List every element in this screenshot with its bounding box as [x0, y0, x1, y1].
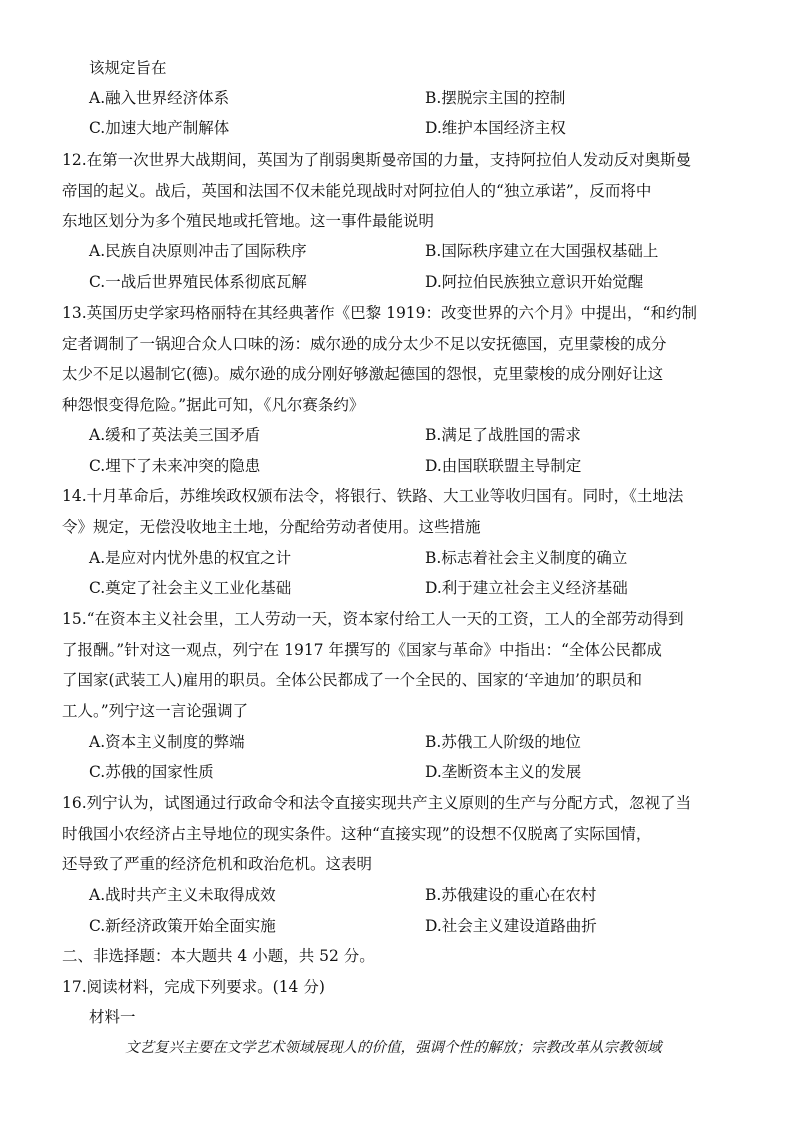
- q14-stem-line-2: 令》规定，无偿没收地主土地，分配给劳动者使用。这些措施: [62, 518, 481, 536]
- q13-option-c: C.埋下了未来冲突的隐患: [89, 457, 261, 475]
- q16-stem-line-3: 还导致了严重的经济危机和政治危机。这表明: [62, 855, 373, 873]
- q12-option-c: C.一战后世界殖民体系彻底瓦解: [89, 273, 307, 291]
- q14-option-c: C.奠定了社会主义工业化基础: [89, 579, 292, 597]
- q13-option-d: D.由国联联盟主导制定: [425, 457, 582, 475]
- q13-option-b: B.满足了战胜国的需求: [425, 426, 581, 444]
- q15-stem-line-1: 15.“在资本主义社会里，工人劳动一天，资本家付给工人一天的工资，工人的全部劳动得到: [62, 610, 684, 628]
- q15-stem-line-2: 了报酬。”针对这一观点，列宁在 1917 年撰写的《国家与革命》中指出：“全体公民都成: [62, 641, 662, 659]
- q12-option-a: A.民族自决原则冲击了国际秩序: [89, 242, 307, 260]
- q15-option-b: B.苏俄工人阶级的地位: [425, 733, 581, 751]
- q12-option-d: D.阿拉伯民族独立意识开始觉醒: [425, 273, 644, 291]
- q11-option-b: B.摆脱宗主国的控制: [425, 89, 566, 107]
- q17-stem: 17.阅读材料，完成下列要求。(14 分): [62, 978, 325, 996]
- q16-option-c: C.新经济政策开始全面实施: [89, 917, 276, 935]
- q15-option-d: D.垄断资本主义的发展: [425, 763, 582, 781]
- q17-material-text: 文艺复兴主要在文学艺术领域展现人的价值，强调个性的解放；宗教改革从宗教领域: [125, 1040, 662, 1056]
- q14-option-a: A.是应对内忧外患的权宜之计: [89, 549, 292, 567]
- q13-option-a: A.缓和了英法美三国矛盾: [89, 426, 261, 444]
- q12-stem-line-2: 帝国的起义。战后，英国和法国不仅未能兑现战时对阿拉伯人的“独立承诺”，反而将中: [62, 182, 652, 200]
- q13-stem-line-1: 13.英国历史学家玛格丽特在其经典著作《巴黎 1919：改变世界的六个月》中提出，“和约制: [62, 304, 697, 322]
- q16-option-b: B.苏俄建设的重心在农村: [425, 886, 597, 904]
- q15-option-c: C.苏俄的国家性质: [89, 763, 214, 781]
- q11-option-a: A.融入世界经济体系: [89, 89, 230, 107]
- q14-stem-line-1: 14.十月革命后，苏维埃政权颁布法令，将银行、铁路、大工业等收归国有。同时，《土地法: [62, 487, 684, 505]
- q11-stem-tail: 该规定旨在: [89, 59, 167, 77]
- q15-option-a: A.资本主义制度的弊端: [89, 733, 245, 751]
- q12-option-b: B.国际秩序建立在大国强权基础上: [425, 242, 659, 260]
- q16-option-d: D.社会主义建设道路曲折: [425, 917, 597, 935]
- q15-stem-line-3: 了国家(武装工人)雇用的职员。全体公民都成了一个全民的、国家的‘辛迪加’的职员和: [62, 671, 642, 689]
- q16-option-a: A.战时共产主义未取得成效: [89, 886, 276, 904]
- q12-stem-line-1: 12.在第一次世界大战期间，英国为了削弱奥斯曼帝国的力量，支持阿拉伯人发动反对奥斯曼: [62, 151, 692, 169]
- q16-stem-line-1: 16.列宁认为，试图通过行政命令和法令直接实现共产主义原则的生产与分配方式，忽视了当: [62, 794, 692, 812]
- q14-option-b: B.标志着社会主义制度的确立: [425, 549, 628, 567]
- q16-stem-line-2: 时俄国小农经济占主导地位的现实条件。这种“直接实现”的设想不仅脱离了实际国情，: [62, 825, 652, 843]
- q12-stem-line-3: 东地区划分为多个殖民地或托管地。这一事件最能说明: [62, 212, 435, 230]
- q13-stem-line-2: 定者调制了一锅迎合众人口味的汤：威尔逊的成分太少不足以安抚德国，克里蒙梭的成分: [62, 335, 667, 353]
- q15-stem-line-4: 工人。”列宁这一言论强调了: [62, 702, 249, 720]
- q11-option-d: D.维护本国经济主权: [425, 119, 566, 137]
- q13-stem-line-3: 太少不足以遏制它(德)。威尔逊的成分刚好够激起德国的怨恨，克里蒙梭的成分刚好让这: [62, 365, 664, 383]
- q17-material-label: 材料一: [89, 1008, 136, 1026]
- section-2-heading: 二、非选择题：本大题共 4 小题，共 52 分。: [62, 947, 375, 965]
- q14-option-d: D.利于建立社会主义经济基础: [425, 579, 628, 597]
- q13-stem-line-4: 种怨恨变得危险。”据此可知，《凡尔赛条约》: [62, 396, 365, 414]
- q11-option-c: C.加速大地产制解体: [89, 119, 230, 137]
